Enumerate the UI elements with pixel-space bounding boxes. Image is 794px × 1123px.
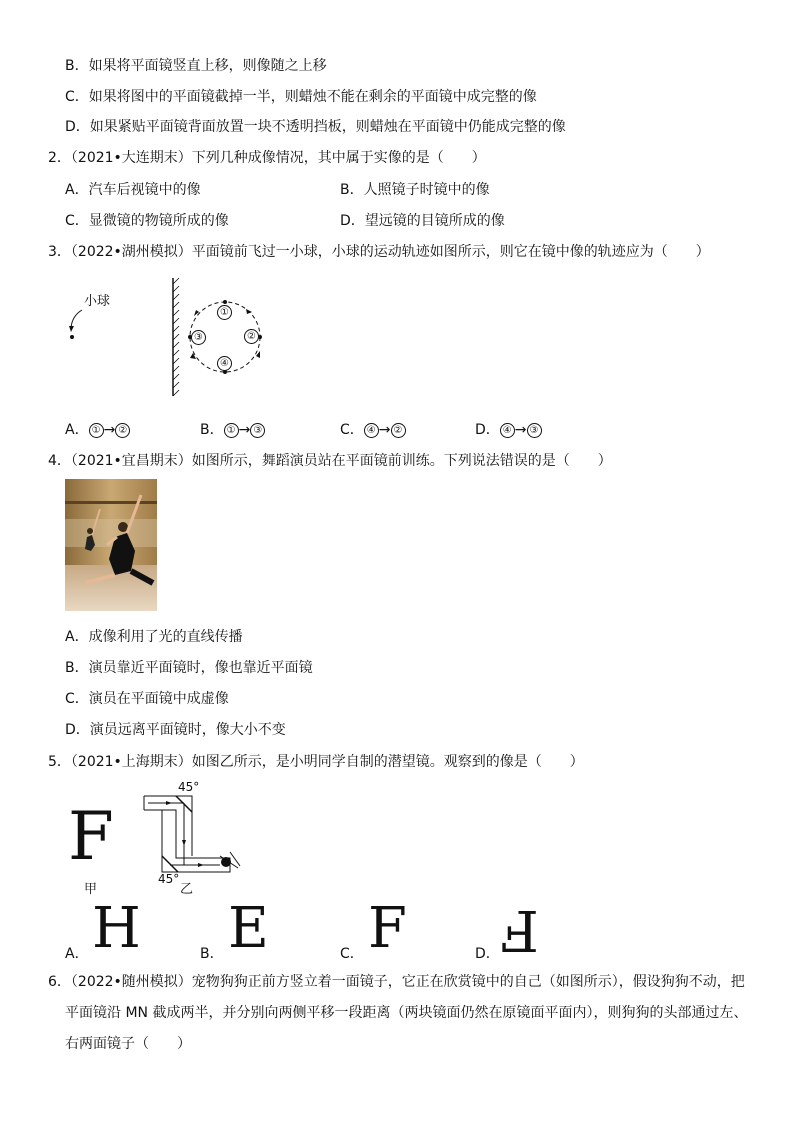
q3-stem: 3．（2022•湖州模拟）平面镜前飞过一小球，小球的运动轨迹如图所示，则它在镜中像的轨迹应为（ ） (48, 244, 710, 260)
q1-option-c: C．如果将图中的平面镜截掉一半，则蜡烛不能在剩余的平面镜中成完整的像 (65, 89, 537, 105)
q5-angle-bottom: 45° (158, 872, 180, 886)
q2-option-d: D．望远镜的目镜所成的像 (340, 213, 505, 229)
q5-label-yi: 乙 (180, 882, 194, 897)
q2-option-b: B．人照镜子时镜中的像 (340, 182, 490, 198)
q4-stem: 4．（2021•宜昌期末）如图所示，舞蹈演员站在平面镜前训练。下列说法错误的是（ ） (48, 453, 612, 469)
q6-stem-line-2: 平面镜沿 MN 截成两半，并分别向两侧平移一段距离（两块镜面仍然在原镜面平面内），则狗狗的头部通过左、 (65, 1005, 748, 1021)
q5-option-b-glyph: E (228, 896, 269, 961)
q6-stem-line-1: 6．（2022•随州模拟）宠物狗狗正前方竖立着一面镜子，它正在欣赏镜中的自己（如图所示），假设狗狗不动，把 (48, 974, 745, 990)
q3-option-d: D． ④ → ③ (475, 421, 542, 439)
q5-option-c-glyph: F (368, 896, 407, 961)
q5-option-c: C． (340, 946, 364, 962)
q4-option-a: A．成像利用了光的直线传播 (65, 629, 243, 645)
q5-periscope-figure (60, 780, 260, 898)
q5-option-b: B． (200, 946, 224, 962)
q4-option-d: D．演员远离平面镜时，像大小不变 (65, 722, 286, 738)
q5-stem: 5．（2021•上海期末）如图乙所示，是小明同学自制的潜望镜。观察到的像是（ ） (48, 754, 584, 770)
q2-option-c: C．显微镜的物镜所成的像 (65, 213, 229, 229)
q5-option-d: D． (475, 946, 500, 962)
q5-object-letter-f: F (68, 798, 114, 875)
q1-option-d: D．如果紧贴平面镜背面放置一块不透明挡板，则蜡烛在平面镜中仍能成完整的像 (65, 119, 566, 135)
q3-ball-label: 小球 (84, 294, 111, 309)
q3-option-b: B． ① → ③ (200, 421, 265, 439)
q3-mark-4: ④ (217, 356, 232, 371)
q4-option-c: C．演员在平面镜中成虚像 (65, 691, 229, 707)
q2-stem: 2．（2021•大连期末）下列几种成像情况，其中属于实像的是（ ） (48, 150, 486, 166)
q1-option-b: B．如果将平面镜竖直上移，则像随之上移 (65, 58, 327, 74)
q5-option-d-glyph-inverted: F (500, 897, 539, 962)
q5-option-a: A． (65, 946, 89, 962)
q3-mark-3: ③ (191, 330, 206, 345)
q3-option-a: A． ① → ② (65, 421, 130, 439)
q5-angle-top: 45° (178, 780, 200, 794)
q3-mirror-figure (60, 276, 280, 401)
q4-dancer-photo (65, 479, 157, 611)
q3-mark-2: ② (244, 329, 259, 344)
q5-option-a-glyph: H (92, 896, 141, 961)
q6-stem-line-3: 右两面镜子（ ） (65, 1036, 191, 1052)
q2-option-a: A．汽车后视镜中的像 (65, 182, 201, 198)
q4-option-b: B．演员靠近平面镜时，像也靠近平面镜 (65, 660, 313, 676)
q3-mark-1: ① (217, 305, 232, 320)
q3-option-c: C． ④ → ② (340, 421, 406, 439)
q5-label-jia: 甲 (84, 882, 98, 897)
